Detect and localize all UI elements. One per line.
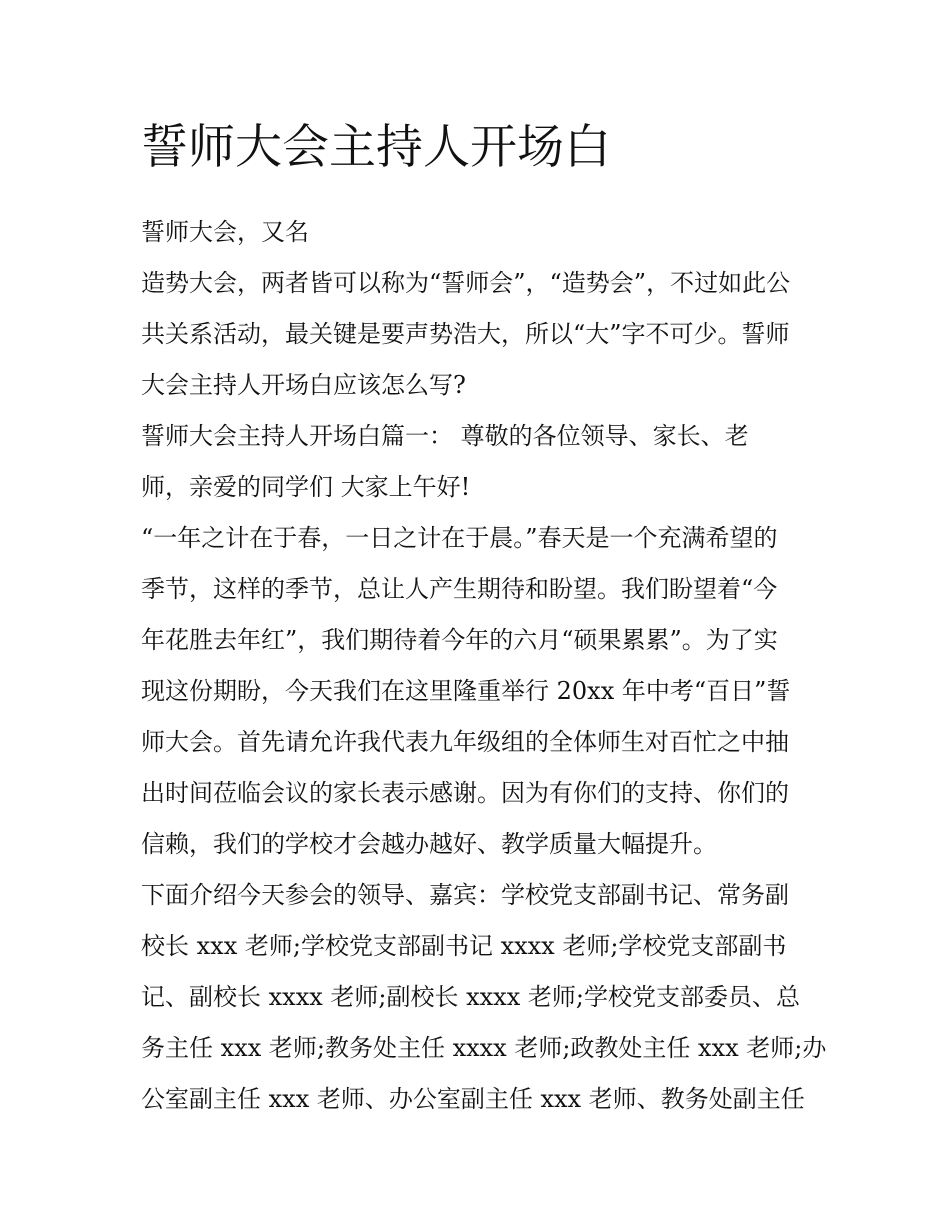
- text-line: “一年之计在于春，一日之计在于晨。”春天是一个充满希望的: [141, 524, 778, 552]
- text-line: 季节，这样的季节，总让人产生期待和盼望。我们盼望着“今: [141, 575, 778, 603]
- paragraph-definition: [141, 258, 813, 411]
- paragraph-intro: [141, 207, 813, 258]
- text-line: 师大会。首先请允许我代表九年级组的全体师生对百忙之中抽: [141, 728, 789, 756]
- text-line: 现这份期盼，今天我们在这里隆重举行 20xx 年中考“百日”誓: [141, 677, 791, 705]
- text-line: 共关系活动，最关键是要声势浩大，所以“大”字不可少。誓师: [141, 320, 790, 348]
- text-line: 出时间莅临会议的家长表示感谢。因为有你们的支持、你们的: [141, 779, 789, 807]
- text-line: 誓师大会，又名: [141, 218, 309, 246]
- paragraph-greeting: [141, 411, 813, 513]
- text-line: 造势大会，两者皆可以称为“誓师会”，“造势会”，不过如此公: [141, 269, 791, 297]
- text-line: 校长 xxx 老师;学校党支部副书记 xxxx 老师;学校党支部副书: [141, 932, 787, 960]
- document-title: 誓师大会主持人开场白: [141, 120, 611, 175]
- document-page: [141, 118, 827, 1125]
- text-line: 大会主持人开场白应该怎么写?: [141, 371, 466, 399]
- text-line: 信赖，我们的学校才会越办越好、教学质量大幅提升。: [141, 830, 717, 858]
- text-line: 公室副主任 xxx 老师、办公室副主任 xxx 老师、教务处副主任: [141, 1085, 805, 1113]
- paragraph-opening: [141, 513, 813, 870]
- text-line: 下面介绍今天参会的领导、嘉宾：学校党支部副书记、常务副: [141, 881, 789, 909]
- paragraph-introductions: [141, 870, 827, 1125]
- text-line: 师，亲爱的同学们 大家上午好!: [141, 473, 471, 501]
- text-line: 记、副校长 xxxx 老师;副校长 xxxx 老师;学校党支部委员、总: [141, 983, 800, 1011]
- text-line: 年花胜去年红”，我们期待着今年的六月“硕果累累”。为了实: [141, 626, 778, 654]
- text-line: 誓师大会主持人开场白篇一： 尊敬的各位领导、家长、老: [141, 422, 749, 450]
- text-line: 务主任 xxx 老师;教务处主任 xxxx 老师;政教处主任 xxx 老师;办: [141, 1034, 827, 1062]
